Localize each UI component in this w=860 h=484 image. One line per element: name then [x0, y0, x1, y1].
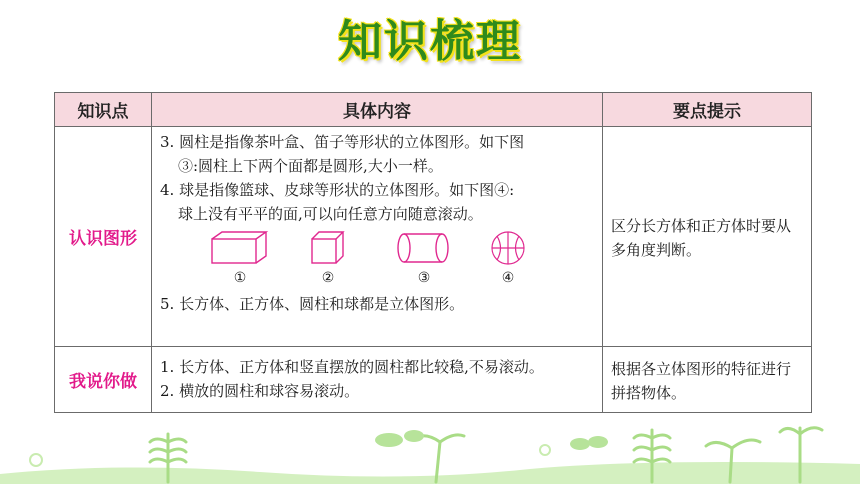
content-line: 4. 球是指像篮球、皮球等形状的立体图形。如下图④: — [160, 181, 515, 199]
sprout-icon — [375, 430, 608, 450]
cuboid-icon — [210, 230, 270, 266]
cuboid-figure — [210, 230, 270, 286]
cylinder-icon — [396, 230, 452, 266]
content-line: 2. 横放的圆柱和球容易滚动。 — [160, 382, 360, 400]
header-knowledge-point: 知识点 — [55, 93, 152, 127]
figure-number: ③ — [417, 270, 431, 286]
content-line: 1. 长方体、正方体和竖直摆放的圆柱都比较稳,不易滚动。 — [160, 358, 544, 376]
table-row — [55, 127, 812, 347]
footer-decoration — [0, 420, 860, 484]
row-content-i-say-you-do — [152, 347, 603, 413]
content-line: 球上没有平平的面,可以向任意方向随意滚动。 — [178, 205, 483, 223]
header-tips: 要点提示 — [603, 93, 812, 127]
row-tip-recognize-shapes: 区分长方体和正方体时要从多角度判断。 — [603, 127, 812, 347]
figure-number: ④ — [501, 270, 515, 286]
cube-icon — [310, 230, 346, 266]
knowledge-table — [54, 92, 812, 413]
content-line: ③:圆柱上下两个面都是圆形,大小一样。 — [178, 157, 443, 175]
content-line: 5. 长方体、正方体、圆柱和球都是立体图形。 — [160, 295, 465, 313]
circle-decoration — [30, 445, 550, 466]
basketball-icon — [490, 230, 526, 266]
shape-figures — [160, 230, 596, 288]
table-header-row — [55, 93, 812, 127]
page-title: 知识梳理 — [338, 16, 522, 67]
figure-number: ② — [321, 270, 335, 286]
row-content-recognize-shapes — [152, 127, 603, 347]
table-row — [55, 347, 812, 413]
figure-number: ① — [233, 270, 247, 286]
cube-figure — [310, 230, 346, 286]
header-content: 具体内容 — [152, 93, 603, 127]
row-label-recognize-shapes: 认识图形 — [55, 127, 152, 347]
row-label-i-say-you-do: 我说你做 — [55, 347, 152, 413]
row-tip-i-say-you-do: 根据各立体图形的特征进行拼搭物体。 — [603, 347, 812, 413]
ball-figure — [490, 230, 526, 286]
content-line: 3. 圆柱是指像茶叶盒、笛子等形状的立体图形。如下图 — [160, 133, 525, 151]
cylinder-figure — [396, 230, 452, 286]
